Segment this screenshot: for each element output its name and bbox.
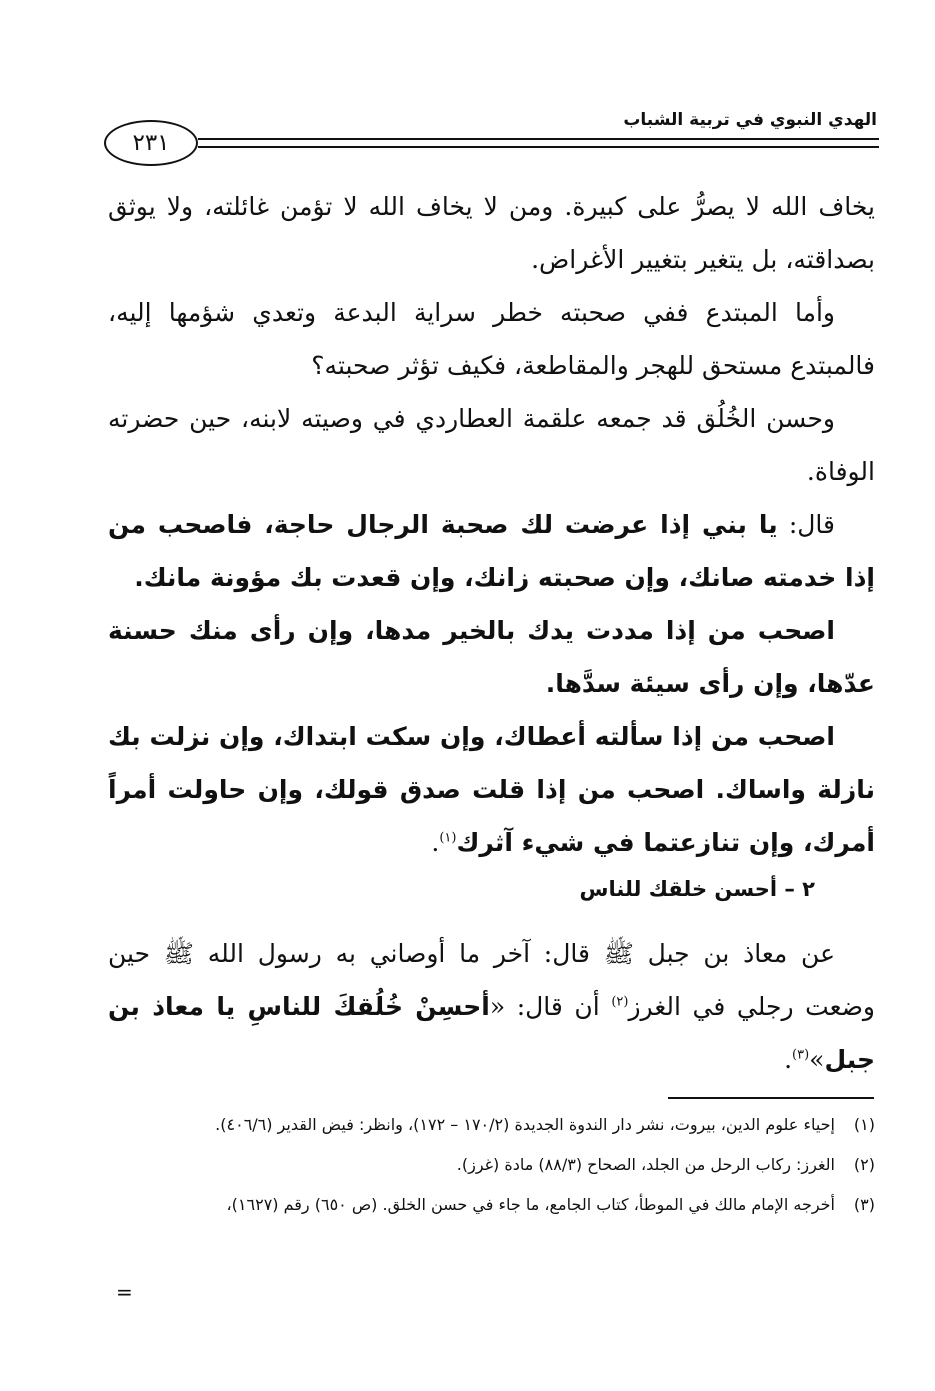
paragraph: يخاف الله لا يصرُّ على كبيرة. ومن لا يخاف الله لا تؤمن غائلته، ولا يوثق بصداقته، بل يتغير بتغيير الأغراض. [108,192,875,274]
footnotes [108,1105,875,1225]
paragraph: عن معاذ بن جبل ﷺ قال: آخر ما أوصاني به رسول الله ﷺ حين وضعت رجلي في الغرز$^{(٢)}$ أن قال: «أحسِنْ خُلُقكَ للناسِ يا معاذ بن جبل»$^{(٣)}$. [108,939,876,1074]
footnote-mark: (٢) [853,1155,875,1174]
paragraph [108,498,875,604]
footnote-mark: (١) [853,1115,875,1134]
running-title: الهدي النبوي في تربية الشباب [623,110,877,130]
footnote-mark: (٣) [853,1195,875,1214]
footnote-separator [668,1097,874,1099]
quoted-advice: اصحب من إذا سألته أعطاك، وإن سكت ابتداك، وإن نزلت بك نازلة واساك. اصحب من إذا قلت صدق قولك، وإن حاولت أمراً أمرك، وإن تنازعتما في شيء آثرك [108,722,875,857]
footnote [108,1105,875,1145]
hadith-quote: أحسِنْ خُلُقكَ للناسِ يا معاذ بن جبل [108,992,875,1074]
footnote [108,1185,875,1225]
page-number: ٢٣١ [104,120,198,166]
header-rule-bottom [198,146,879,148]
quote-intro: قال: [777,510,835,539]
footnote-text: الغرز: ركاب الرحل من الجلد، الصحاح (٨٨/٣) مادة (غرز). [456,1155,835,1174]
paragraph: وحسن الخُلُق قد جمعه علقمة العطاردي في وصيته لابنه، حين حضرته الوفاة. [108,404,875,486]
footnote-ref: (٢) [611,994,629,1010]
section-heading: ٢ – أحسن خلقك للناس [579,877,815,901]
footnote-text: أخرجه الإمام مالك في الموطأ، كتاب الجامع، ما جاء في حسن الخلق. (ص ٦٥٠) رقم (١٦٢٧)، [226,1195,835,1214]
footnote-ref: (١) [439,830,457,846]
main-text [108,180,875,1086]
footnote-ref: (٣) [792,1047,810,1063]
quoted-advice: يا بني إذا عرضت لك صحبة الرجال حاجة، فاصحب من إذا خدمته صانك، وإن صحبته زانك، وإن قعدت بك مؤونة مانك. [108,510,875,592]
footnote [108,1145,875,1185]
paragraph: وأما المبتدع ففي صحبته خطر سراية البدعة وتعدي شؤمها إليه، فالمبتدع مستحق للهجر والمقاطعة، فكيف تؤثر صحبته؟ [108,298,875,380]
header-rule-top [198,138,879,140]
paragraph: اصحب من إذا سألته أعطاك، وإن سكت ابتداك، وإن نزلت بك نازلة واساك. اصحب من إذا قلت صدق قولك، وإن حاولت أمراً أمرك، وإن تنازعتما في شيء آثرك$^{(١)}$. [108,722,875,857]
continuation-mark: = [116,1280,133,1304]
footnote-text: إحياء علوم الدين، بيروت، نشر دار الندوة الجديدة (١٧٠/٢ – ١٧٢)، وانظر: فيض القدير (٤٠٦/٦). [215,1115,835,1134]
quoted-advice: اصحب من إذا مددت يدك بالخير مدها، وإن رأى منك حسنة عدّها، وإن رأى سيئة سدَّها. [108,616,875,698]
